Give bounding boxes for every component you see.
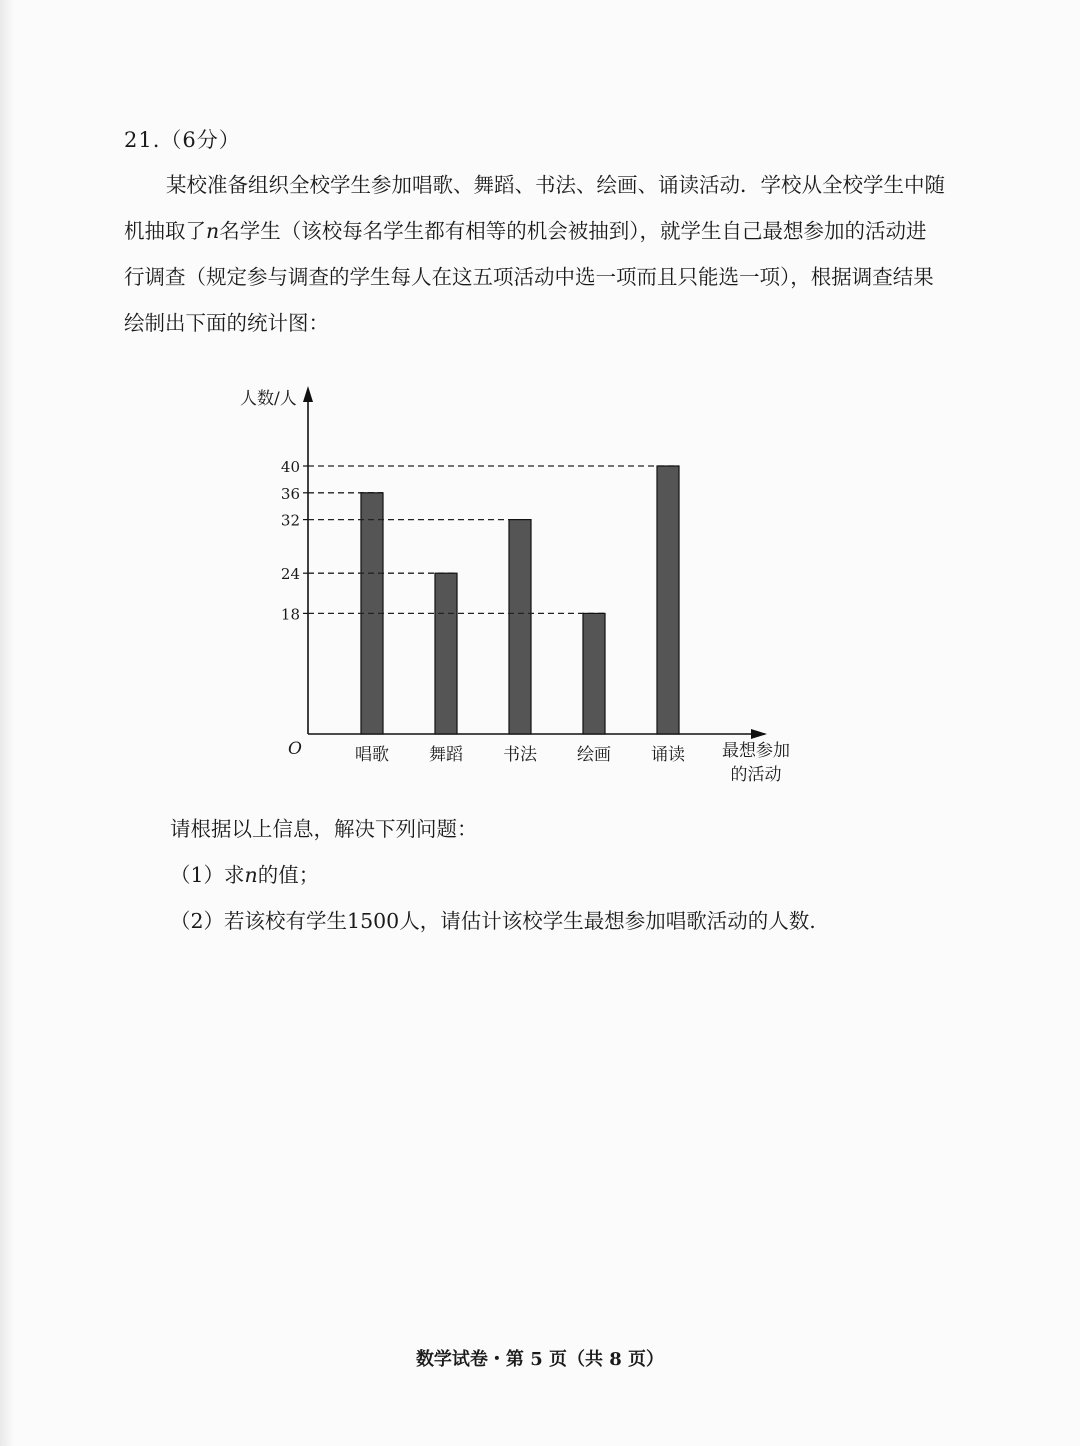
sub1-pre: （1）求 bbox=[170, 863, 245, 887]
sub-question-2: （2）若该校有学生1500人，请估计该校学生最想参加唱歌活动的人数. bbox=[170, 909, 816, 933]
sub1-post: 的值； bbox=[257, 863, 320, 887]
bar-4 bbox=[657, 466, 679, 734]
question-number: 21.（6分） bbox=[124, 128, 241, 152]
y-axis-arrow bbox=[303, 386, 313, 402]
x-axis-label-line-1: 最想参加 bbox=[722, 741, 790, 761]
bar-1 bbox=[435, 573, 457, 734]
question-paragraph-4 bbox=[124, 300, 954, 346]
bar-3 bbox=[583, 613, 605, 734]
category-label: 诵读 bbox=[651, 745, 685, 765]
x-axis-arrow bbox=[751, 729, 767, 739]
page-edge-shadow bbox=[0, 0, 14, 1446]
para-line-2-post: 名学生（该校每名学生都有相等的机会被抽到），就学生自己最想参加的活动进 bbox=[219, 219, 927, 243]
y-tick-label: 36 bbox=[280, 484, 300, 503]
category-label: 书法 bbox=[503, 745, 537, 765]
para-line-3: 行调查（规定参与调查的学生每人在这五项活动中选一项而且只能选一项），根据调查结果 bbox=[124, 265, 934, 289]
variable-n: n bbox=[244, 863, 258, 887]
page-footer: 数学试卷・第 5 页（共 8 页） bbox=[415, 1349, 665, 1370]
y-tick-label: 18 bbox=[280, 605, 300, 624]
y-tick-label: 24 bbox=[280, 565, 300, 584]
category-label: 舞蹈 bbox=[429, 745, 463, 765]
prompt-text: 请根据以上信息，解决下列问题： bbox=[170, 817, 478, 841]
y-tick-label: 32 bbox=[280, 511, 300, 530]
para-line-1: 某校准备组织全校学生参加唱歌、舞蹈、书法、绘画、诵读活动．学校从全校学生中随 bbox=[166, 173, 945, 197]
origin-label: O bbox=[288, 739, 302, 759]
variable-n: n bbox=[206, 219, 220, 243]
y-tick-label: 40 bbox=[280, 458, 300, 476]
x-axis-label-line-2: 的活动 bbox=[730, 765, 782, 785]
question-paragraph-1 bbox=[124, 162, 954, 208]
sub-question-1 bbox=[170, 858, 319, 888]
y-axis-label: 人数/人 bbox=[240, 389, 297, 409]
category-label: 唱歌 bbox=[355, 745, 389, 765]
bar-2 bbox=[509, 520, 531, 734]
para-line-4: 绘制出下面的统计图： bbox=[124, 311, 329, 335]
para-line-2-pre: 机抽取了 bbox=[124, 219, 206, 243]
question-paragraph-3 bbox=[124, 254, 954, 300]
question-paragraph-2 bbox=[124, 208, 954, 254]
category-label: 绘画 bbox=[577, 745, 611, 765]
bar-chart bbox=[230, 378, 810, 798]
